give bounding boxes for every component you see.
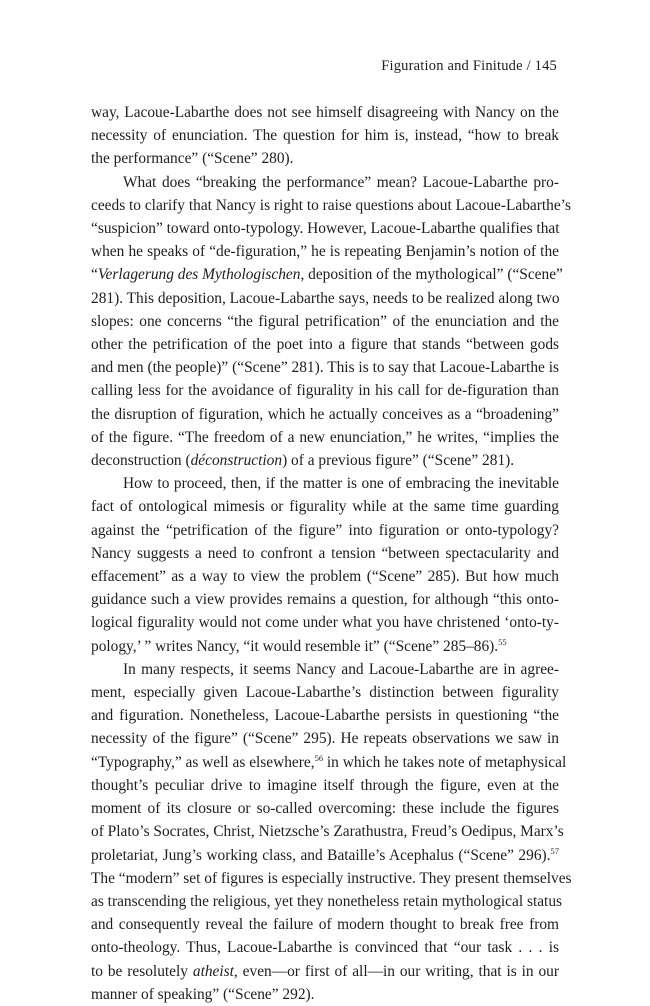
text-line: “Typography,” as well as elsewhere,$^{56}$ in which he takes note of metaphysical <box>91 752 567 771</box>
text-line: other the petrification of the poet into a figure that stands “between gods <box>91 336 559 354</box>
text-line: logical figurality would not come under what you have christened ‘onto-ty- <box>91 614 559 632</box>
text-line: calling less for the avoidance of figurality in his call for de-figuration than <box>91 382 559 400</box>
text-line: slopes: one concerns “the figural petrification” of the enunciation and the <box>91 312 559 330</box>
text-line: ment, especially given Lacoue-Labarthe’s distinction between figurality <box>91 684 559 702</box>
text-line: the disruption of figuration, which he actually conceives as a “broadening” <box>91 405 559 423</box>
text-line: “Verlagerung des Mythologischen, deposition of the mythological” (“Scene” <box>91 266 563 284</box>
text-line: way, Lacoue-Labarthe does not see himself disagreeing with Nancy on the <box>91 104 559 121</box>
text-line: fact of ontological mimesis or figurality while at the same time guarding <box>91 498 559 516</box>
text-line: moment of its closure or so-called overcoming: these include the figures <box>91 800 559 818</box>
text-line: of Plato’s Socrates, Christ, Nietzsche’s Zarathustra, Freud’s Oedipus, Marx’s <box>91 823 564 841</box>
text-line: necessity of enunciation. The question for him is, instead, “how to break <box>91 127 559 145</box>
text-line: guidance such a view provides remains a question, for although “this onto- <box>91 591 559 609</box>
text-line: In many respects, it seems Nancy and Lacoue-Labarthe are in agree- <box>123 660 559 678</box>
text-line: and figuration. Nonetheless, Lacoue-Labarthe persists in questioning “the <box>91 707 559 725</box>
body-text <box>91 101 572 1006</box>
text-line: manner of speaking” (“Scene” 292). <box>91 985 315 1003</box>
running-head: Figuration and Finitude / 145 <box>381 58 557 74</box>
text-line: “suspicion” toward onto-typology. However, Lacoue-Labarthe qualifies that <box>91 220 560 238</box>
text-line: onto-theology. Thus, Lacoue-Labarthe is convinced that “our task . . . is <box>91 939 559 957</box>
text-line: Nancy suggests a need to confront a tension “between spectacularity and <box>91 544 559 562</box>
text-line: The “modern” set of figures is especially instructive. They present themselves <box>91 869 572 887</box>
text-line: of the figure. “The freedom of a new enunciation,” he writes, “implies the <box>91 428 559 446</box>
text-line: necessity of the figure” (“Scene” 295). He repeats observations we saw in <box>91 730 559 748</box>
text-line: thought’s peculiar drive to imagine itself through the figure, even at the <box>91 776 559 794</box>
text-line: deconstruction (déconstruction) of a previous figure” (“Scene” 281). <box>91 452 515 470</box>
text-line: when he speaks of “de-figuration,” he is repeating Benjamin’s notion of the <box>91 243 559 261</box>
text-line: How to proceed, then, if the matter is one of embracing the inevitable <box>123 475 559 493</box>
text-line: the performance” (“Scene” 280). <box>91 150 294 168</box>
text-line: 281). This deposition, Lacoue-Labarthe says, needs to be realized along two <box>91 289 560 307</box>
text-line: ceeds to clarify that Nancy is right to raise questions about Lacoue-Labarthe’s <box>91 196 571 214</box>
text-line: effacement” as a way to view the problem (“Scene” 285). But how much <box>91 568 559 586</box>
text-line: proletariat, Jung’s working class, and Bataille’s Acephalus (“Scene” 296).$^{57}$ <box>91 845 559 864</box>
text-line: against the “petrification of the figure” into figuration or onto-typology? <box>91 521 559 539</box>
text-line: to be resolutely atheist, even—or first of all—in our writing, that is in our <box>91 962 559 980</box>
text-line: What does “breaking the performance” mean? Lacoue-Labarthe pro- <box>123 173 559 191</box>
text-line: as transcending the religious, yet they nonetheless retain mythological status <box>91 892 563 910</box>
text-line: and men (the people)” (“Scene” 281). This is to say that Lacoue-Labarthe is <box>91 359 559 377</box>
text-line: and consequently reveal the failure of modern thought to break free from <box>91 916 559 934</box>
text-line: pology,’ ” writes Nancy, “it would resemble it” (“Scene” 285–86).$^{55}$ <box>91 636 507 655</box>
